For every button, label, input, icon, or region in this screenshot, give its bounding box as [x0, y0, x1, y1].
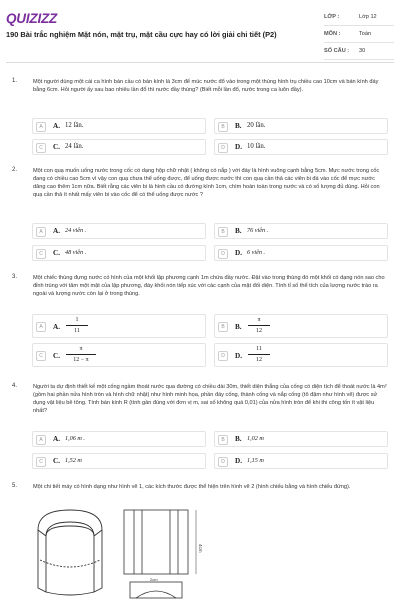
dimension-label: 4cm — [198, 544, 203, 553]
question-number: 4. — [12, 383, 18, 389]
question-number: 2. — [12, 167, 18, 173]
option-label: B. — [235, 323, 242, 331]
option-d[interactable] — [214, 343, 388, 367]
option-letter: A — [36, 435, 46, 445]
dimension-label: 2cm — [150, 577, 158, 582]
meta-row-subject — [324, 26, 394, 43]
option-letter: D — [218, 249, 228, 259]
option-letter: A — [36, 322, 46, 332]
option-label: C. — [53, 249, 60, 257]
option-a[interactable] — [32, 118, 206, 134]
option-value: 1,52 m — [65, 457, 82, 464]
header — [0, 0, 400, 62]
option-b[interactable] — [214, 431, 388, 447]
option-c[interactable] — [32, 453, 206, 469]
option-label: A. — [53, 227, 60, 235]
fraction — [248, 345, 270, 364]
fraction-numerator: π — [248, 316, 270, 326]
meta-key: LỚP : — [324, 14, 340, 20]
meta-row-count — [324, 43, 394, 60]
meta-value: Lớp 12 — [359, 14, 377, 20]
option-label: A. — [53, 323, 60, 331]
option-value: 48 viên . — [65, 249, 87, 256]
option-b[interactable] — [214, 223, 388, 239]
option-letter: C — [36, 351, 46, 361]
option-letter: D — [218, 457, 228, 467]
question-number: 5. — [12, 483, 18, 489]
meta-row-grade — [324, 9, 394, 26]
option-letter: C — [36, 457, 46, 467]
question-text: Một chiếc thùng đựng nước có hình của một khối lập phương cạnh 1m chứa đầy nước. Đặt vào trong thùng đó một khối có dạng nón sao cho đỉnh trùng với tâm một mặt của lập phương, đáy khối nón tiếp xúc với các cạnh của mặt đối diện. Tính tỉ số thể tích của lượng nước trào ra ngoài và lượng nước còn lại ở trong thùng. — [33, 275, 385, 297]
option-value: 12 lần. — [65, 122, 84, 129]
option-label: D. — [235, 352, 242, 360]
option-letter: B — [218, 435, 228, 445]
part-3d-drawing — [38, 510, 102, 595]
option-label: A. — [53, 122, 60, 130]
option-letter: B — [218, 322, 228, 332]
fraction-denominator: 12 − π — [73, 357, 89, 363]
option-label: C. — [53, 143, 60, 151]
fraction-numerator: π — [66, 345, 96, 355]
question-text: Một chi tiết máy có hình dạng như hình vẽ 1, các kích thước được thể hiện trên hình vẽ 2 (hình chiếu bằng và hình chiếu đứng). — [33, 484, 351, 490]
option-letter: D — [218, 351, 228, 361]
header-divider — [6, 62, 394, 63]
quizizz-logo[interactable]: QUIZIZZ — [6, 11, 58, 26]
option-d[interactable] — [214, 453, 388, 469]
option-label: C. — [53, 457, 60, 465]
option-value: 24 lần. — [65, 143, 84, 150]
option-a[interactable] — [32, 314, 206, 338]
document-title: 190 Bài trắc nghiệm Mặt nón, mặt trụ, mặt cầu cực hay có lời giải chi tiết (P2) — [6, 30, 277, 39]
option-value: 76 viên . — [247, 227, 269, 234]
option-value: 20 lần. — [247, 122, 266, 129]
question-text: Một con quạ muốn uống nước trong cốc có dạng hộp chữ nhật ( không có nắp ) với đáy là hình vuông cạnh bằng 5cm. Mực nước trong cốc đang có chiều cao 5cm vì vậy con quạ chưa thể uống được, để uống được nước thì con quạ cần thả các viên bi đá vào cốc để mực nước dâng cao thêm 1cm nữa. Biết rằng các viên bi là hình cầu có đường kính 1cm, chìm hoàn toàn trong nước và có số lượng đủ dùng. Hỏi con quạ cần thả ít nhất mấy viên bi vào cốc để có thể uống được nước ? — [33, 168, 380, 198]
fraction — [66, 316, 88, 335]
fraction — [66, 345, 96, 364]
question-number: 1. — [12, 78, 18, 84]
option-value: 1,15 m — [247, 457, 264, 464]
part-front-view — [124, 510, 196, 574]
option-a[interactable] — [32, 223, 206, 239]
option-label: B. — [235, 435, 242, 443]
option-label: D. — [235, 457, 242, 465]
option-label: D. — [235, 143, 242, 151]
option-d[interactable] — [214, 245, 388, 261]
question-number: 3. — [12, 274, 18, 280]
question-text: Người ta dự định thiết kế một cống ngầm thoát nước qua đường có chiều dài 30m, thiết diện thẳng của cống có diện tích để thoát nước là 4m² (gồm hai phần nửa hình tròn và hình chữ nhật) như hình minh họa, phần đáy cống, thành cống và nắp cống (tô đậm như hình vẽ) được sử dụng vật liệu bê tông. Tính bán kính R (tính gần đúng với đơn vị m, sai số không quá 0,01) của nửa hình tròn để khi thi công tốn ít vật liệu nhất? — [33, 384, 387, 414]
option-label: A. — [53, 435, 60, 443]
option-c[interactable] — [32, 139, 206, 155]
option-label: D. — [235, 249, 242, 257]
option-c[interactable] — [32, 343, 206, 367]
fraction-numerator: 1 — [66, 316, 88, 326]
option-b[interactable] — [214, 314, 388, 338]
option-letter: A — [36, 227, 46, 237]
option-label: B. — [235, 227, 242, 235]
meta-box — [324, 9, 394, 60]
option-letter: A — [36, 122, 46, 132]
option-label: C. — [53, 352, 60, 360]
option-a[interactable] — [32, 431, 206, 447]
option-letter: B — [218, 122, 228, 132]
option-b[interactable] — [214, 118, 388, 134]
meta-value: 30 — [359, 48, 366, 54]
option-letter: B — [218, 227, 228, 237]
fraction-denominator: 11 — [74, 328, 80, 334]
option-label: B. — [235, 122, 242, 130]
option-c[interactable] — [32, 245, 206, 261]
fraction — [248, 316, 270, 335]
fraction-denominator: 12 — [256, 328, 262, 334]
meta-key: MÔN : — [324, 31, 341, 37]
part-top-view — [130, 582, 182, 598]
option-value: 24 viên . — [65, 227, 87, 234]
meta-key: SỐ CÂU : — [324, 48, 350, 54]
option-value: 1,06 m . — [65, 435, 85, 442]
option-value: 10 lần. — [247, 143, 266, 150]
machine-part-figure — [30, 500, 203, 600]
option-d[interactable] — [214, 139, 388, 155]
option-letter: C — [36, 143, 46, 153]
meta-value: Toán — [359, 31, 372, 37]
option-value: 6 viên . — [247, 249, 266, 256]
option-letter: C — [36, 249, 46, 259]
fraction-denominator: 12 — [256, 357, 262, 363]
question-text: Một người dùng một cái ca hình bán cầu có bán kính là 3cm để múc nước đổ vào trong một thùng hình trụ chiều cao 10cm và bán kính đáy bằng 6cm. Hỏi người ấy sau bao nhiêu lần đổ thì nước đầy thùng? (Biết mỗi lần đổ, nước trong ca luôn đầy). — [33, 79, 379, 93]
option-value: 1,02 m — [247, 435, 264, 442]
option-letter: D — [218, 143, 228, 153]
fraction-numerator: 11 — [248, 345, 270, 355]
